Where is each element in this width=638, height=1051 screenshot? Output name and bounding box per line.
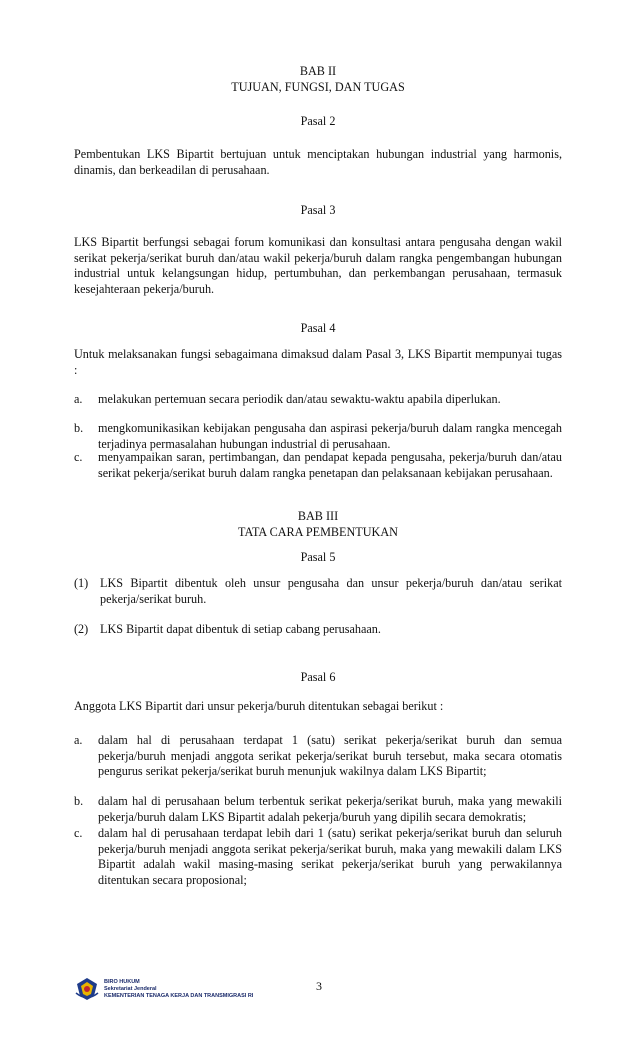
pasal6-intro: Anggota LKS Bipartit dari unsur pekerja/buruh ditentukan sebagai berikut : xyxy=(74,699,444,713)
pasal6-item-b xyxy=(74,794,562,825)
pasal4-intro: Untuk melaksanakan fungsi sebagaimana dimaksud dalam Pasal 3, LKS Bipartit mempunyai tugas : xyxy=(74,347,562,377)
pasal6-title: Pasal 6 xyxy=(300,670,336,684)
pasal3-title: Pasal 3 xyxy=(300,203,336,217)
list-marker: b. xyxy=(74,794,84,808)
bab2-heading xyxy=(74,64,562,95)
pasal4-item-c xyxy=(74,450,562,481)
pasal4-title: Pasal 4 xyxy=(300,321,336,335)
pasal6-item-c xyxy=(74,826,562,888)
footer-line-3: KEMENTERIAN TENAGA KERJA DAN TRANSMIGRASI RI xyxy=(104,993,254,999)
list-item-text: menyampaikan saran, pertimbangan, dan pendapat kepada pengusaha, pekerja/buruh dan/atau serikat pekerja/serikat buruh dalam rangka penetapan dan pelaksanaan kebijakan perusahaan. xyxy=(98,450,562,480)
list-item-text: LKS Bipartit dibentuk oleh unsur pengusaha dan unsur pekerja/buruh dan/atau serikat pekerja/serikat buruh. xyxy=(100,576,562,606)
list-marker: (1) xyxy=(74,576,89,590)
list-marker: b. xyxy=(74,421,84,435)
pasal5-title: Pasal 5 xyxy=(300,550,336,564)
pasal6-item-a xyxy=(74,733,562,780)
pasal4-item-b xyxy=(74,421,562,452)
document-page xyxy=(74,0,562,1051)
pasal5-item-2 xyxy=(74,622,562,638)
list-marker: a. xyxy=(74,733,83,747)
pasal2-title: Pasal 2 xyxy=(300,114,336,128)
pasal4-item-a xyxy=(74,392,562,408)
footer-line-1: BIRO HUKUM xyxy=(104,979,140,985)
list-marker: c. xyxy=(74,826,83,840)
footer-line-2: Sekretariat Jenderal xyxy=(104,986,157,992)
pasal5-item-1 xyxy=(74,576,562,607)
list-marker: c. xyxy=(74,450,83,464)
bab3-title: BAB III xyxy=(297,509,339,523)
list-item-text: melakukan pertemuan secara periodik dan/atau sewaktu-waktu apabila diperlukan. xyxy=(98,392,501,406)
list-item-text: dalam hal di perusahaan terdapat lebih dari 1 (satu) serikat pekerja/serikat buruh dan seluruh pekerja/buruh menjadi anggota serikat pekerja/serikat buruh, maka yang mewakili dalam LKS Bipartit adalah wakil masing-masing serikat pekerja/serikat buruh yang perwakilannya ditentukan secara proposional; xyxy=(98,826,562,887)
bab3-subtitle: TATA CARA PEMBENTUKAN xyxy=(238,524,398,539)
list-marker: a. xyxy=(74,392,83,406)
bab3-heading xyxy=(74,509,562,540)
pasal3-text: LKS Bipartit berfungsi sebagai forum komunikasi dan konsultasi antara pengusaha dengan wakil serikat pekerja/serikat buruh dan/atau wakil pekerja/buruh dalam rangka pengembangan hubungan industrial untuk kelangsungan hidup, pertumbuhan, dan perkembangan perusahaan, termasuk kesejahteraan pekerja/buruh. xyxy=(74,235,562,296)
list-marker: (2) xyxy=(74,622,89,636)
list-item-text: dalam hal di perusahaan belum terbentuk serikat pekerja/serikat buruh, maka yang mewakili pekerja/buruh dalam LKS Bipartit adalah pekerja/buruh yang dipilih secara demokratis; xyxy=(98,794,562,824)
bab2-subtitle: TUJUAN, FUNGSI, DAN TUGAS xyxy=(231,79,405,94)
list-item-text: mengkomunikasikan kebijakan pengusaha dan aspirasi pekerja/buruh dalam rangka mencegah terjadinya permasalahan hubungan industrial di perusahaan. xyxy=(98,421,562,451)
pasal2-text: Pembentukan LKS Bipartit bertujuan untuk menciptakan hubungan industrial yang harmonis, dinamis, dan berkeadilan di perusahaan. xyxy=(74,147,562,177)
bab2-title: BAB II xyxy=(299,64,337,78)
page-number: 3 xyxy=(316,979,322,993)
list-item-text: dalam hal di perusahaan terdapat 1 (satu) serikat pekerja/serikat buruh dan semua pekerja/buruh menjadi anggota serikat pekerja/serikat buruh tersebut, maka secara otomatis pengurus serikat pekerja/serikat buruh menunjuk wakilnya dalam LKS Bipartit; xyxy=(98,733,562,778)
list-item-text: LKS Bipartit dapat dibentuk di setiap cabang perusahaan. xyxy=(100,622,381,636)
